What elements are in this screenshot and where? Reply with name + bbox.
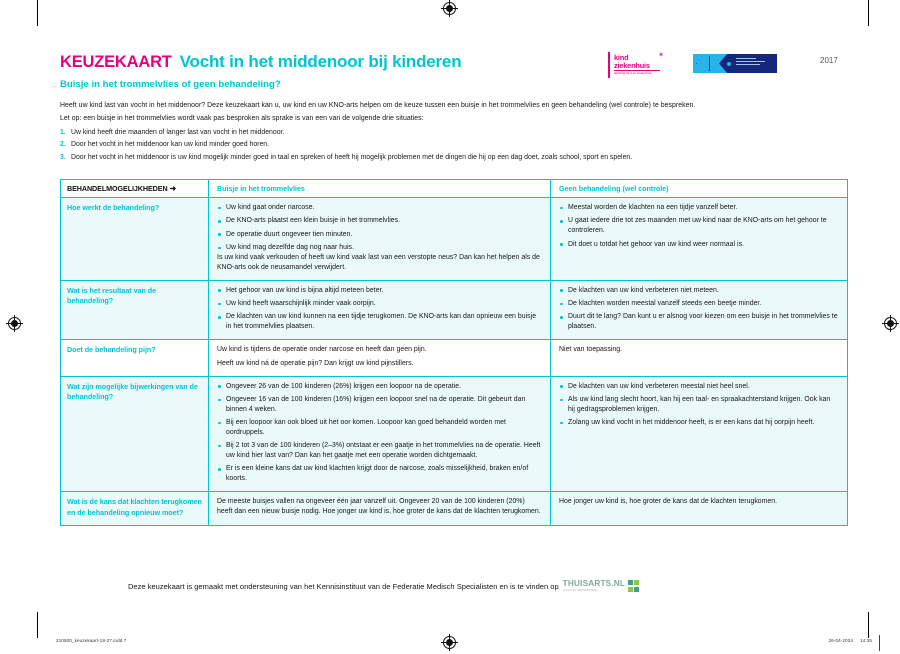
list-item: Er is een kleine kans dat uw kind klachten krijgt door de narcose, zoals misselijkheid, braken en/of koorts.: [217, 464, 542, 484]
intro-list-item: [60, 140, 848, 149]
row-label-cell: [61, 281, 209, 339]
row-label-cell: [61, 492, 209, 525]
intro-paragraph-1: Heeft uw kind last van vocht in het middenoor? Deze keuzekaart kan u, uw kind en uw KNO-arts helpen om de keuze tussen een buisje in het trommelvlies en geen behandeling (wel controle) te bespreken.: [60, 102, 696, 109]
list-item: Ongeveer 26 van de 100 kinderen (26%) krijgen een loopoor na de operatie.: [217, 382, 542, 392]
table-row: [61, 281, 847, 340]
list-item: Uw kind heeft waarschijnlijk minder vaak oorpijn.: [217, 299, 542, 309]
list-item: De klachten van uw kind kunnen na een tijdje terugkomen. De KNO-arts kan dan opnieuw een buisje in het trommelvlies plaatsen.: [217, 312, 542, 332]
table-row: [61, 492, 847, 525]
row-cell-tube: [209, 492, 551, 525]
cell-paragraph: Is uw kind vaak verkouden of heeft uw kind vaak last van een verstopte neus? Dan kan het helpen als de KNO-arts ook de neusamandel verwijdert.: [217, 253, 540, 271]
crop-mark-top-left-v: [37, 0, 38, 26]
row-label: Wat is de kans dat klachten terugkomen en de behandeling opnieuw moet?: [67, 497, 202, 517]
list-item: U gaat iedere drie tot zes maanden met uw kind naar de KNO-arts om het gehoor te controleren.: [559, 216, 839, 236]
kind-logo-line3: stichting kind en ziekenhuis: [614, 71, 652, 76]
list-item: De klachten van uw kind verbeteren niet meteen.: [559, 286, 839, 296]
publication-year: 2017: [820, 56, 838, 65]
row-label-cell: [61, 198, 209, 280]
list-text: Door het vocht in het middenoor kan uw kind minder goed horen.: [71, 141, 270, 149]
list-item: De operatie duurt ongeveer tien minuten.: [217, 230, 542, 240]
row-label-cell: [61, 377, 209, 492]
crop-mark-top-right-v: [868, 0, 869, 26]
intro-paragraph-2: Let op: een buisje in het trommelvlies wordt vaak pas besproken als sprake is van een van de volgende drie situaties:: [60, 115, 424, 123]
row-label: Wat is het resultaat van de behandeling?: [67, 285, 157, 305]
cell-paragraph: Heeft uw kind ná de operatie pijn? Dan krijgt uw kind pijnstillers.: [217, 359, 414, 367]
thuisarts-wordmark: THUISARTS.NL: [562, 579, 626, 588]
status-divider-right: [879, 635, 880, 651]
table-header-cell-nocare: [551, 180, 847, 197]
header-label-buisje: Buisje in het trommelvlies: [217, 184, 305, 193]
thuisarts-tagline: THUIS IN GEZONDHEID: [562, 588, 598, 593]
arrow-right-icon: ➜: [169, 184, 177, 193]
status-filename: 210920_keuzekaart-18-27.indd 7: [56, 638, 127, 643]
status-date: 26-04-2024: [828, 638, 853, 643]
page-subtitle: Buisje in het trommelvlies of geen behandeling?: [60, 79, 281, 90]
row-cell-nocare: [551, 340, 847, 376]
row-cell-nocare: [551, 281, 847, 339]
row-label-cell: [61, 340, 209, 376]
row-cell-nocare: [551, 198, 847, 280]
list-item: Het gehoor van uw kind is bijna altijd meteen beter.: [217, 286, 542, 296]
table-header-row: [61, 180, 847, 198]
registration-mark-right: [884, 317, 897, 330]
kind-en-ziekenhuis-logo: [608, 52, 676, 78]
cell-paragraph: Uw kind is tijdens de operatie onder narcose en heeft dan geen pijn.: [217, 345, 427, 353]
table-header-cell-options: [61, 180, 209, 197]
kind-logo-line2: ziekenhuis: [614, 62, 660, 72]
footer-section: [128, 580, 639, 592]
bullet-list: [217, 203, 542, 253]
list-item: Dit doet u totdat het gehoor van uw kind weer normaal is.: [559, 240, 839, 250]
list-text: Uw kind heeft drie maanden of langer last van vocht in het middenoor.: [71, 128, 285, 136]
list-item: Ongeveer 16 van de 100 kinderen (16%) krijgen een loopoor snel na de operatie. Dit gebeurt dan binnen 4 weken.: [217, 395, 542, 415]
row-label: Wat zijn mogelijke bijwerkingen van de behandeling?: [67, 381, 198, 401]
cell-paragraph: De meeste buisjes vallen na ongeveer één jaar vanzelf uit. Ongeveer 20 van de 100 kinderen (20%) heeft dan een nieuw buisje nodig. Hoe jonger uw kind is, hoe groter de kans dat de klachten terugkomen.: [217, 498, 541, 515]
row-cell-nocare: [551, 492, 847, 525]
kno-block-icon: [719, 54, 777, 73]
bullet-list: [559, 382, 839, 428]
cell-paragraph: Hoe jonger uw kind is, hoe groter de kans dat de klachten terugkomen.: [559, 498, 778, 506]
kind-logo-line1: kind: [614, 52, 629, 62]
list-item: De klachten worden meestal vanzelf steeds een beetje minder.: [559, 299, 839, 309]
bullet-list: [559, 286, 839, 332]
kno-vereniging-logo: [693, 54, 777, 73]
logo-group: [608, 50, 853, 82]
list-item: Uw kind mag dezelfde dag nog naar huis.: [217, 243, 542, 253]
kno-triangle-icon: [693, 54, 723, 73]
bullet-list: [559, 203, 839, 249]
status-time: 14:35: [860, 638, 872, 643]
row-cell-tube: [209, 340, 551, 376]
registration-mark-left: [8, 317, 21, 330]
list-text: Door het vocht in het middenoor is uw kind mogelijk minder goed in taal en spreken of heeft hij mogelijk problemen met de dingen die hij op een dag doet, zoals school, sport en spelen.: [71, 153, 633, 161]
star-icon: ✶: [658, 52, 664, 59]
list-item: Duurt dit te lang? Dan kunt u er alsnog voor kiezen om een buisje in het trommelvlies te plaatsen.: [559, 312, 839, 332]
row-cell-tube: [209, 281, 551, 339]
keuzekaart-label: KEUZEKAART: [60, 53, 172, 71]
status-timestamp: [829, 638, 873, 643]
bullet-list: [217, 286, 542, 332]
thuisarts-logo[interactable]: [563, 580, 640, 592]
footer-text: Deze keuzekaart is gemaakt met ondersteuning van het Kennisinstituut van de Federatie Medisch Specialisten en is te vinden op: [128, 581, 559, 591]
header-label-geen-behandeling: Geen behandeling (wel controle): [559, 184, 669, 193]
page-title: Vocht in het middenoor bij kinderen: [179, 52, 462, 71]
list-item: Bij 2 tot 3 van de 100 kinderen (2–3%) ontstaat er een gaatje in het trommelvlies na de operatie. Heeft uw kind hier last van? Dan kan het gaatje met een operatie worden dichtgemaakt.: [217, 441, 542, 461]
table-row: [61, 198, 847, 281]
table-row: [61, 377, 847, 493]
intro-section: [60, 101, 848, 165]
header-label-behandelmogelijkheden: BEHANDELMOGELIJKHEDEN: [67, 184, 168, 193]
list-item: Zolang uw kind vocht in het middenoor heeft, is er een kans dat hij oorpijn heeft.: [559, 418, 839, 428]
list-item: Meestal worden de klachten na een tijdje vanzelf beter.: [559, 203, 839, 213]
intro-list-item: [60, 128, 848, 137]
table-row: [61, 340, 847, 377]
row-cell-tube: [209, 377, 551, 492]
row-label: Hoe werkt de behandeling?: [67, 203, 160, 212]
registration-mark-top: [443, 2, 456, 15]
row-label: Doet de behandeling pijn?: [67, 344, 156, 354]
list-number: 3.: [60, 153, 66, 161]
comparison-table: [60, 179, 848, 526]
row-cell-nocare: [551, 377, 847, 492]
list-item: Bij een loopoor kan ook bloed uit het oor komen. Loopoor kan goed behandeld worden met oordruppels.: [217, 418, 542, 438]
list-number: 2.: [60, 141, 66, 149]
print-status-bar: [0, 634, 900, 654]
list-number: 1.: [60, 128, 66, 136]
thuisarts-grid-icon: [628, 580, 639, 591]
intro-list-item: [60, 153, 848, 162]
list-item: Als uw kind lang slecht hoort, kan hij een taal- en spraakachterstand krijgen. Ook kan hij gedragsproblemen krijgen.: [559, 395, 839, 415]
cell-paragraph: Niet van toepassing.: [559, 345, 623, 353]
list-item: De KNO-arts plaatst een klein buisje in het trommelvlies.: [217, 216, 542, 226]
row-cell-tube: [209, 198, 551, 280]
table-header-cell-tube: [209, 180, 551, 197]
bullet-list: [217, 382, 542, 485]
list-item: De klachten van uw kind verbeteren meestal niet heel snel.: [559, 382, 839, 392]
list-item: Uw kind gaat onder narcose.: [217, 203, 542, 213]
